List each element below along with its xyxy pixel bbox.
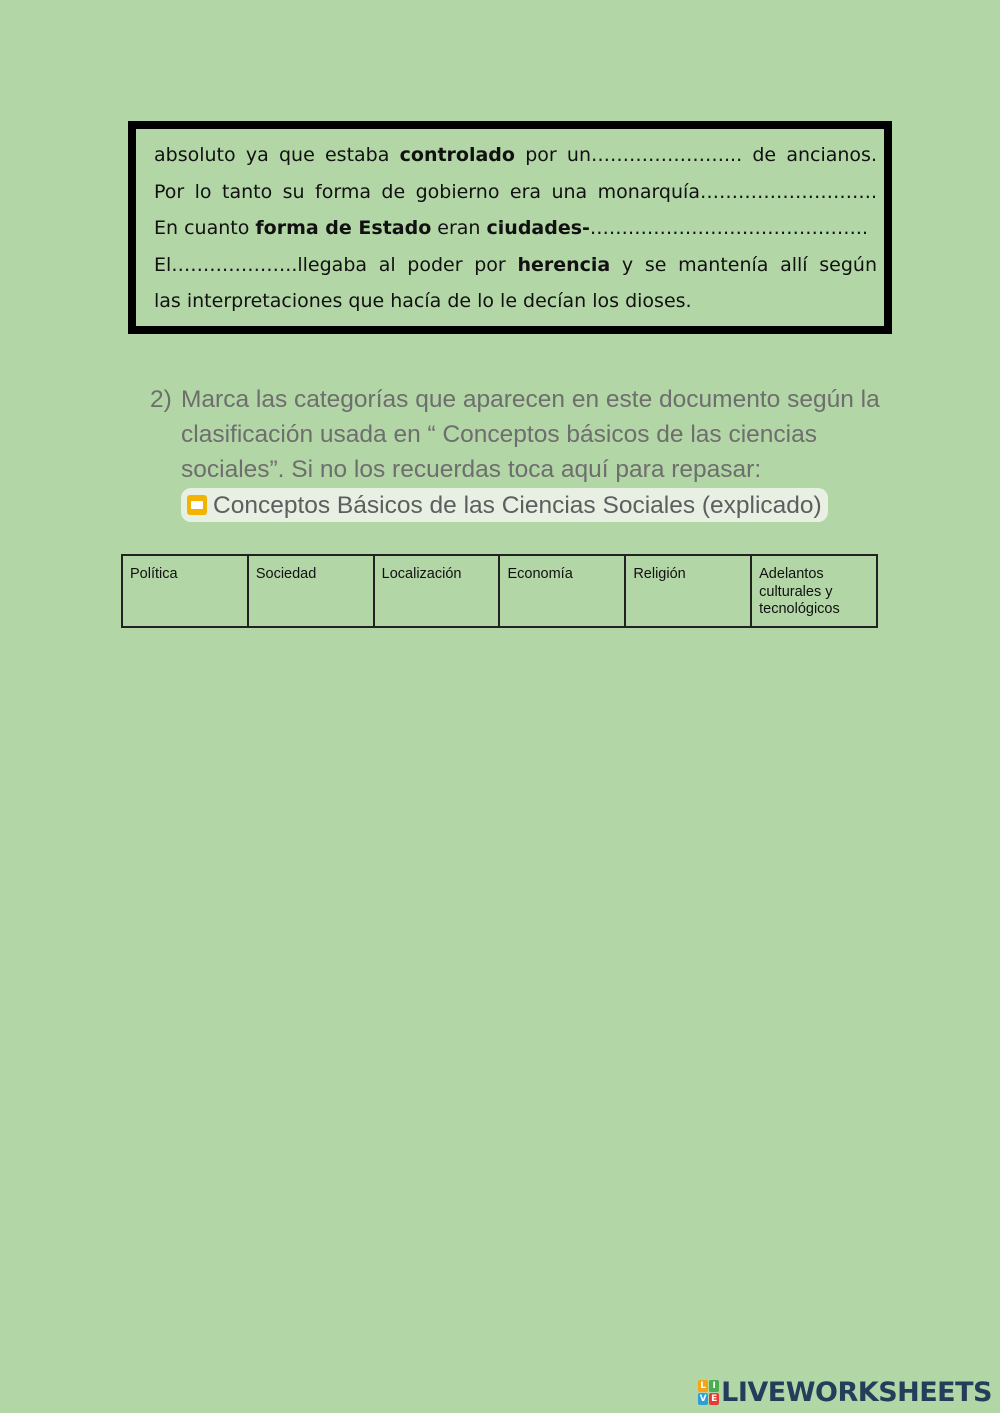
text-line-5 (154, 283, 877, 320)
bold-term-controlado: controlado (399, 144, 515, 166)
text-segment: En cuanto (154, 217, 256, 239)
text-segment: absoluto ya que estaba (154, 144, 400, 166)
logo-letter: V (699, 1393, 707, 1404)
category-cell-economia[interactable]: Economía (499, 555, 625, 627)
category-cell-localizacion[interactable]: Localización (374, 555, 500, 627)
text-segment: eran (431, 217, 487, 239)
text-segment: Por lo tanto su forma de gobierno era una monarquía………………………. (154, 180, 877, 203)
text-line-2 (154, 174, 877, 211)
category-cell-religion[interactable]: Religión (625, 555, 751, 627)
text-line-4 (154, 247, 877, 284)
text-segment: y se mantenía allí según (610, 253, 878, 276)
bold-term-ciudades: ciudades- (486, 217, 590, 239)
category-cell-adelantos[interactable]: Adelantos culturales y tecnológicos (751, 555, 877, 627)
logo-letter: E (711, 1393, 718, 1404)
text-line-3 (154, 210, 877, 247)
text-segment: por un…………………... de ancianos. (514, 144, 877, 166)
logo-text: LIVEWORKSHEETS (721, 1376, 992, 1408)
categories-table (121, 554, 878, 628)
text-box (128, 121, 892, 334)
text-segment: El………………..llegaba al poder por (154, 253, 518, 276)
bold-term-forma-de-estado: forma de Estado (255, 217, 432, 239)
table-row (122, 555, 877, 627)
text-segment: …………………………………….. (589, 217, 869, 239)
link-chip-wrapper (150, 488, 890, 525)
question-2 (150, 382, 890, 525)
liveworksheets-logo (698, 1377, 992, 1407)
logo-letter: L (698, 1380, 708, 1392)
question-number: 2) (150, 386, 172, 413)
question-text: Marca las categorías que aparecen en este documento según la clasificación usada en “ Conceptos básicos de las ciencias sociales”. Si no los recuerdas toca aquí para repasar: (181, 386, 880, 483)
text-line-1 (154, 137, 877, 174)
category-cell-politica[interactable]: Política (122, 555, 248, 627)
logo-letter: I (709, 1380, 719, 1392)
bold-term-herencia: herencia (517, 253, 611, 276)
category-cell-sociedad[interactable]: Sociedad (248, 555, 374, 627)
google-slides-icon (187, 495, 207, 515)
logo-mark-icon (698, 1380, 719, 1405)
slides-link-chip[interactable] (181, 488, 828, 522)
slides-link-label: Conceptos Básicos de las Ciencias Sociales (explicado) (213, 491, 822, 519)
text-segment: las interpretaciones que hacía de lo le decían los dioses. (154, 290, 692, 312)
